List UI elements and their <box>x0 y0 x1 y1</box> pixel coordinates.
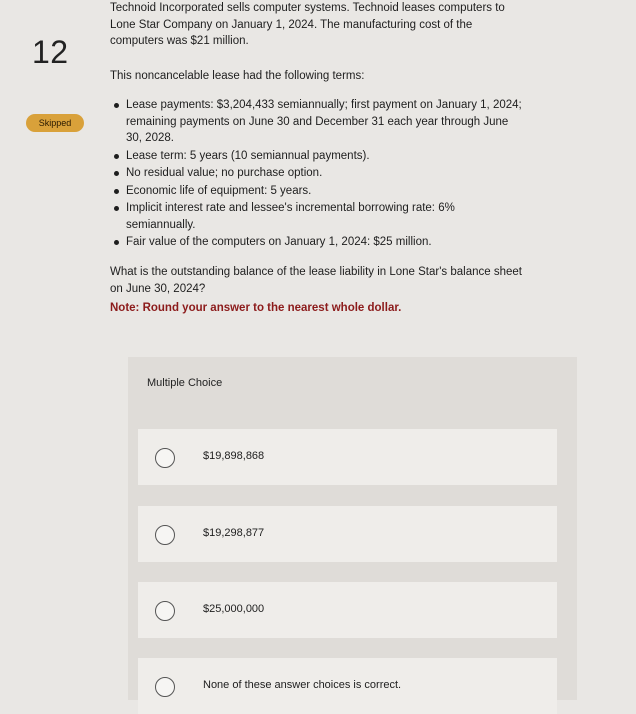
intro-line: computers was $21 million. <box>110 35 249 47</box>
bullet-icon <box>114 240 119 245</box>
term-line: Lease payments: $3,204,433 semiannually; first payment on January 1, 2024; <box>126 99 522 111</box>
lease-term-item <box>110 97 580 147</box>
rounding-note: Note: Round your answer to the nearest whole dollar. <box>110 302 402 314</box>
bullet-icon <box>114 154 119 159</box>
term-line: Implicit interest rate and lessee's incremental borrowing rate: 6% <box>126 202 455 214</box>
radio-button[interactable] <box>155 601 175 621</box>
answer-option-label: $19,898,868 <box>203 450 265 462</box>
term-line: No residual value; no purchase option. <box>126 167 323 179</box>
multiple-choice-title: Multiple Choice <box>147 377 223 389</box>
bullet-icon <box>114 189 119 194</box>
term-line: semiannually. <box>126 218 196 231</box>
term-line: Fair value of the computers on January 1, 2024: $25 million. <box>126 236 432 248</box>
lease-term-item <box>110 200 580 233</box>
answer-option[interactable] <box>138 506 557 562</box>
answer-option[interactable] <box>138 429 557 485</box>
lease-terms-list <box>110 97 580 252</box>
question-number: 12 <box>32 34 69 70</box>
bullet-icon <box>114 171 119 176</box>
lease-term-item <box>110 183 580 200</box>
answer-option-label: $19,298,877 <box>203 527 265 539</box>
radio-button[interactable] <box>155 525 175 545</box>
multiple-choice-panel <box>128 357 577 700</box>
lease-term-item <box>110 234 580 251</box>
answer-option[interactable] <box>138 582 557 638</box>
term-line: remaining payments on June 30 and December 31 each year through June <box>126 115 509 128</box>
skipped-status-badge: Skipped <box>26 114 84 132</box>
terms-lead-text: This noncancelable lease had the following terms: <box>110 70 365 82</box>
question-sidebar <box>0 0 100 700</box>
answer-option[interactable] <box>138 658 557 714</box>
lease-term-item <box>110 148 580 165</box>
answer-option-label: $25,000,000 <box>203 603 265 615</box>
answer-option-label: None of these answer choices is correct. <box>203 679 402 691</box>
question-line: What is the outstanding balance of the lease liability in Lone Star's balance sheet <box>110 266 522 278</box>
radio-button[interactable] <box>155 448 175 468</box>
term-line: Economic life of equipment: 5 years. <box>126 184 312 197</box>
intro-line: Technoid Incorporated sells computer systems. Technoid leases computers to <box>110 2 505 14</box>
question-line: on June 30, 2024? <box>110 282 206 295</box>
lease-term-item <box>110 165 580 182</box>
bullet-icon <box>114 206 119 211</box>
radio-button[interactable] <box>155 677 175 697</box>
intro-line: Lone Star Company on January 1, 2024. The manufacturing cost of the <box>110 18 473 31</box>
problem-intro <box>110 0 570 50</box>
question-prompt <box>110 264 580 297</box>
bullet-icon <box>114 103 119 108</box>
term-line: 30, 2028. <box>126 132 174 144</box>
term-line: Lease term: 5 years (10 semiannual payments). <box>126 149 370 162</box>
